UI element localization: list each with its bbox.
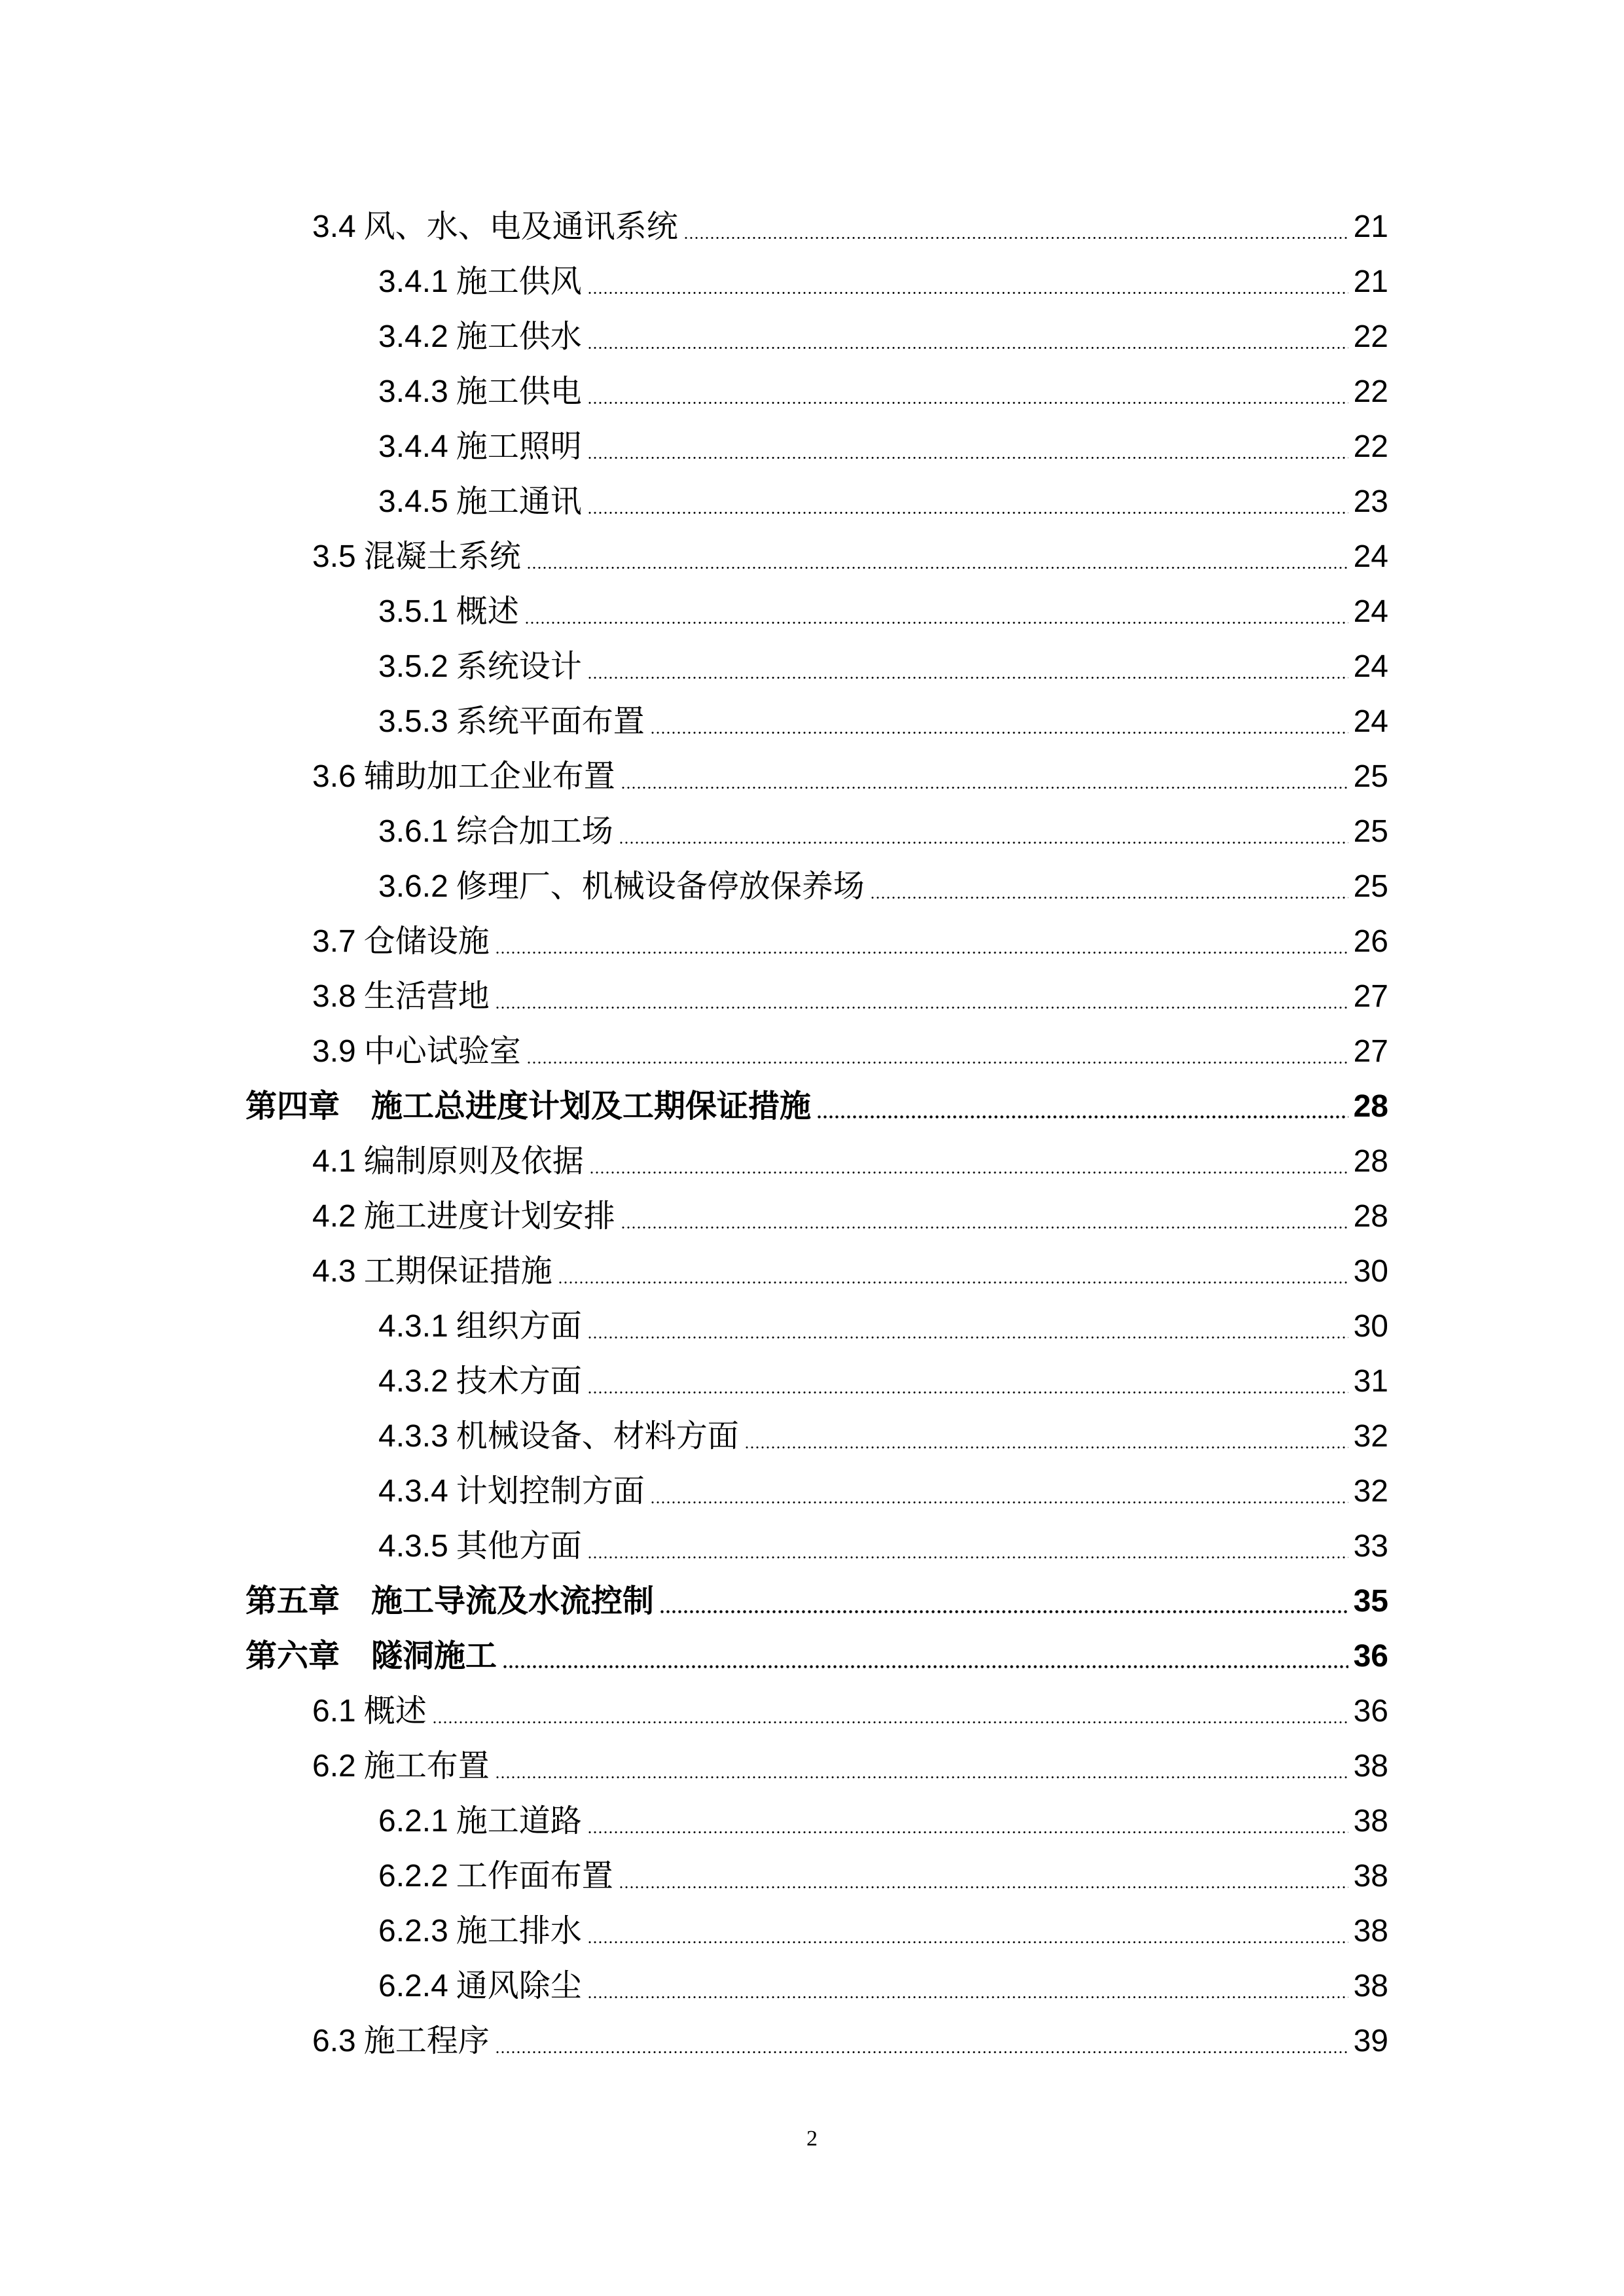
toc-entry[interactable] [0,365,1624,420]
toc-entry-title [378,1904,582,1959]
toc-dot-leader [587,457,1348,459]
toc-entry-title [312,2014,490,2069]
toc-entry-page: 24 [1353,704,1388,739]
toc-entry-page: 39 [1353,2024,1388,2058]
toc-entry-page: 38 [1353,1969,1388,2003]
toc-entry[interactable] [0,529,1624,584]
toc-entry-page: 38 [1353,1749,1388,1784]
toc-entry-title [378,1519,582,1574]
toc-entry-page: 22 [1353,429,1388,464]
toc-entry-number: 6.2.4 [378,1969,448,2003]
toc-entry-title [378,1959,582,2014]
toc-entry-title [378,584,519,639]
toc-entry-title [245,1079,811,1134]
toc-entry-page: 32 [1353,1474,1388,1509]
toc-entry-title [378,694,645,749]
toc-dot-leader [558,1282,1348,1283]
toc-entry-number: 3.4.1 [378,264,448,299]
toc-entry-text: 施工供水 [456,319,582,354]
toc-entry-title [312,1134,584,1189]
toc-dot-leader [870,897,1348,899]
toc-entry-number: 6.2 [312,1749,356,1784]
toc-entry-number: 6.1 [312,1694,356,1729]
toc-entry[interactable] [0,969,1624,1024]
toc-entry-title [312,969,490,1024]
toc-dot-leader [432,1721,1348,1723]
toc-entry-number: 6.2.2 [378,1859,448,1893]
toc-entry-text: 施工照明 [456,429,582,464]
toc-entry-title [378,1299,582,1354]
toc-entry-number: 3.4.5 [378,484,448,519]
toc-entry-title [245,1574,654,1629]
toc-entry-text: 施工进度计划安排 [363,1199,615,1234]
toc-entry[interactable] [0,310,1624,365]
toc-entry-number: 3.5.3 [378,704,448,739]
toc-entry-page: 24 [1353,649,1388,684]
toc-entry[interactable] [0,475,1624,529]
toc-entry-page: 23 [1353,484,1388,519]
toc-entry-number: 3.6.1 [378,814,448,849]
toc-entry-text: 施工通讯 [456,484,582,519]
toc-dot-leader [587,512,1348,514]
toc-entry-text: 系统设计 [456,649,582,684]
toc-entry-number: 3.5.2 [378,649,448,684]
toc-entry-page: 38 [1353,1914,1388,1948]
toc-dot-leader [526,567,1348,569]
toc-entry-page: 30 [1353,1254,1388,1289]
toc-entry-title [378,310,582,365]
toc-entry-text: 计划控制方面 [456,1474,645,1509]
toc-entry-text: 施工排水 [456,1914,582,1948]
toc-entry-text: 编制原则及依据 [363,1144,584,1179]
toc-entry-number: 6.2.1 [378,1804,448,1839]
toc-entry-number: 3.6 [312,759,356,794]
toc-entry[interactable] [0,859,1624,914]
toc-entry-page: 30 [1353,1309,1388,1344]
toc-entry-text: 概述 [363,1694,427,1729]
toc-entry-text: 生活营地 [363,979,490,1014]
toc-entry-number: 4.3.4 [378,1474,448,1509]
toc-entry-number: 6.3 [312,2024,356,2058]
toc-entry-title [378,420,582,475]
toc-dot-leader [659,1610,1348,1613]
toc-dot-leader [587,1831,1348,1833]
toc-entry-number: 4.2 [312,1199,356,1234]
toc-dot-leader [619,1886,1348,1888]
toc-entry-page: 28 [1353,1089,1388,1124]
toc-entry-number: 4.3.3 [378,1419,448,1454]
toc-entry-page: 28 [1353,1199,1388,1234]
toc-entry[interactable] [0,1684,1624,1739]
toc-entry-title [378,475,582,529]
toc-entry-title [312,914,490,969]
toc-entry[interactable] [0,1464,1624,1519]
toc-entry-number: 4.3.1 [378,1309,448,1344]
toc-entry-page: 35 [1353,1584,1388,1619]
toc-entry-title [378,1794,582,1849]
toc-entry[interactable] [0,1739,1624,1794]
toc-dot-leader [587,1941,1348,1943]
toc-entry-text: 施工供风 [456,264,582,299]
toc-entry-number: 3.4.2 [378,319,448,354]
toc-entry-page: 27 [1353,1034,1388,1069]
toc-entry[interactable] [0,1629,1624,1684]
toc-entry[interactable] [0,1574,1624,1629]
toc-entry[interactable] [0,1134,1624,1189]
toc-dot-leader [744,1446,1348,1448]
toc-entry-text: 施工道路 [456,1804,582,1839]
toc-entry-number: 4.1 [312,1144,356,1179]
toc-entry-page: 22 [1353,319,1388,354]
toc-entry-number: 3.9 [312,1034,356,1069]
toc-entry-number: 3.8 [312,979,356,1014]
toc-entry[interactable] [0,914,1624,969]
toc-entry-page: 21 [1353,264,1388,299]
toc-entry-number: 3.4.4 [378,429,448,464]
toc-dot-leader [587,1556,1348,1558]
toc-entry-number: 3.4 [312,209,356,244]
toc-dot-leader [587,1336,1348,1338]
toc-entry-title [312,1244,552,1299]
toc-entry[interactable] [0,1519,1624,1574]
toc-dot-leader [502,1665,1348,1668]
toc-entry-number: 4.3 [312,1254,356,1289]
toc-dot-leader [587,1996,1348,1998]
toc-entry-page: 36 [1353,1694,1388,1729]
toc-entry[interactable] [0,584,1624,639]
toc-entry[interactable] [0,749,1624,804]
toc-entry[interactable] [0,1079,1624,1134]
toc-entry-number: 3.5 [312,539,356,574]
toc-entry-text: 机械设备、材料方面 [456,1419,739,1454]
toc-entry-page: 25 [1353,869,1388,904]
toc-entry-title [312,1684,427,1739]
toc-entry-number: 第五章 [245,1584,340,1619]
toc-dot-leader [619,842,1348,844]
toc-entry[interactable] [0,255,1624,310]
toc-entry-title [312,200,678,255]
toc-entry-page: 38 [1353,1804,1388,1839]
toc-entry-page: 21 [1353,209,1388,244]
toc-entry-text: 施工导流及水流控制 [371,1584,655,1619]
toc-entry-number: 3.7 [312,924,356,959]
toc-dot-leader [495,952,1348,954]
toc-entry-title [312,1024,521,1079]
toc-entry-text: 隧洞施工 [371,1639,497,1674]
toc-entry-page: 26 [1353,924,1388,959]
toc-entry-text: 组织方面 [456,1309,582,1344]
toc-dot-leader [683,237,1348,239]
toc-entry-text: 施工总进度计划及工期保证措施 [371,1089,812,1124]
toc-entry[interactable] [0,1904,1624,1959]
toc-entry[interactable] [0,2014,1624,2069]
toc-entry-page: 28 [1353,1144,1388,1179]
toc-entry[interactable] [0,1959,1624,2014]
toc-entry[interactable] [0,1794,1624,1849]
toc-entry-page: 33 [1353,1529,1388,1564]
toc-entry-text: 施工程序 [363,2024,490,2058]
toc-entry-text: 施工供电 [456,374,582,409]
toc-entry-number: 第六章 [245,1639,340,1674]
toc-entry-title [312,529,521,584]
toc-entry[interactable] [0,200,1624,255]
toc-entry[interactable] [0,1354,1624,1409]
toc-entry-number: 6.2.3 [378,1914,448,1948]
toc-entry-page: 31 [1353,1364,1388,1399]
toc-entry-title [378,804,613,859]
toc-entry[interactable] [0,694,1624,749]
toc-dot-leader [650,1501,1348,1503]
toc-entry-number: 第四章 [245,1089,340,1124]
toc-entry-number: 4.3.5 [378,1529,448,1564]
toc-entry-text: 仓储设施 [363,924,490,959]
toc-entry-title [312,1189,615,1244]
toc-entry[interactable] [0,804,1624,859]
toc-entry[interactable] [0,1849,1624,1904]
toc-entry-text: 其他方面 [456,1529,582,1564]
toc-entry-title [378,859,865,914]
toc-entry-title [312,1739,490,1794]
toc-dot-leader [587,292,1348,294]
toc-entry-page: 32 [1353,1419,1388,1454]
toc-entry-page: 36 [1353,1639,1388,1674]
toc-entry-title [378,255,582,310]
toc-entry-text: 系统平面布置 [456,704,645,739]
toc-entry-text: 工期保证措施 [363,1254,552,1289]
toc-entry-number: 3.4.3 [378,374,448,409]
toc-dot-leader [621,1227,1348,1229]
toc-entry-title [378,639,582,694]
toc-entry-text: 风、水、电及通讯系统 [363,209,678,244]
toc-entry-number: 3.6.2 [378,869,448,904]
toc-entry[interactable] [0,1024,1624,1079]
toc-entry[interactable] [0,1244,1624,1299]
toc-dot-leader [587,677,1348,679]
toc-entry[interactable] [0,1299,1624,1354]
toc-entry-text: 通风除尘 [456,1969,582,2003]
toc-entry-text: 工作面布置 [456,1859,613,1893]
toc-entry-number: 3.5.1 [378,594,448,629]
toc-entry-number: 4.3.2 [378,1364,448,1399]
toc-entry[interactable] [0,420,1624,475]
toc-entry-page: 24 [1353,594,1388,629]
toc-dot-leader [495,2051,1348,2053]
toc-entry-page: 25 [1353,759,1388,794]
table-of-contents [0,200,1624,2069]
toc-dot-leader [621,787,1348,789]
toc-dot-leader [495,1007,1348,1009]
toc-entry-page: 24 [1353,539,1388,574]
toc-dot-leader [587,1391,1348,1393]
toc-entry-title [378,1354,582,1409]
toc-entry-page: 25 [1353,814,1388,849]
toc-entry-text: 修理厂、机械设备停放保养场 [456,869,865,904]
toc-entry[interactable] [0,1189,1624,1244]
toc-dot-leader [589,1172,1348,1174]
toc-dot-leader [650,732,1348,734]
toc-entry-text: 综合加工场 [456,814,613,849]
toc-dot-leader [526,1062,1348,1064]
toc-entry[interactable] [0,1409,1624,1464]
toc-entry-text: 混凝土系统 [363,539,521,574]
toc-entry-title [378,1409,739,1464]
toc-entry-page: 22 [1353,374,1388,409]
toc-entry-text: 技术方面 [456,1364,582,1399]
toc-entry-title [312,749,615,804]
toc-entry-text: 中心试验室 [363,1034,521,1069]
toc-entry-title [378,365,582,420]
page-number: 2 [806,2126,818,2151]
toc-entry[interactable] [0,639,1624,694]
toc-dot-leader [587,402,1348,404]
toc-entry-text: 辅助加工企业布置 [363,759,615,794]
toc-dot-leader [816,1115,1348,1119]
toc-entry-page: 38 [1353,1859,1388,1893]
toc-entry-title [378,1849,613,1904]
toc-entry-title [245,1629,497,1684]
toc-entry-page: 27 [1353,979,1388,1014]
toc-dot-leader [495,1776,1348,1778]
toc-entry-text: 施工布置 [363,1749,490,1784]
toc-dot-leader [524,622,1348,624]
toc-entry-title [378,1464,645,1519]
toc-entry-text: 概述 [456,594,519,629]
toc-dot-leader [587,347,1348,349]
